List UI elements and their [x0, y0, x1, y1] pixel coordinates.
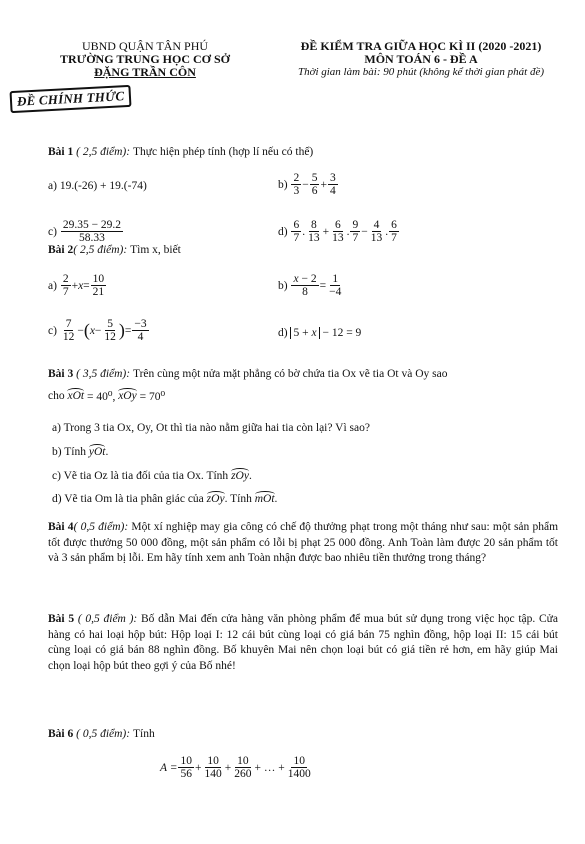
term-num: 10	[237, 755, 249, 767]
bai6-expression: A = $\frac{10}{56}$ + $\frac{10}{140}$ + $\frac{10}{260}$ + … + $\frac{10}{1400}$	[160, 755, 311, 781]
bai1-b-label: b)	[278, 178, 288, 191]
bai2-a: a) $\frac{2}{7}$ + x = $\frac{10}{21}$	[48, 273, 105, 299]
bai2-d-label: d)	[278, 327, 288, 339]
term-den: 1400	[287, 768, 311, 781]
angle-yot: yOt	[88, 446, 106, 458]
school-name: ĐẶNG TRẦN CÔN	[94, 65, 196, 79]
bai1-a-label: a)	[48, 180, 57, 192]
angle-xot-value: = 40⁰,	[86, 391, 116, 403]
bai3-d: d) Vẽ tia Om là tia phân giác của zOy . Tính mOt .	[52, 493, 278, 505]
bai3-heading	[48, 368, 560, 380]
bai1-b: b) $\frac{2}{3}$ − $\frac{5}{6}$ + $\frac{3}{4}$	[278, 172, 336, 198]
bai3-prompt: Trên cùng một nửa mặt phẳng có bờ chứa tia Ox vẽ tia Ot và Oy sao	[132, 368, 448, 380]
bai6-prompt: Tính	[132, 728, 155, 740]
angle-zoy-2: zOy	[206, 493, 225, 505]
time-note: Thời gian làm bài: 90 phút (không kể thời gian phát đề)	[297, 66, 545, 78]
district-name: UBND QUẬN TÂN PHÚ	[81, 39, 209, 53]
term-num: 10	[207, 755, 219, 767]
bai1-a-expr: 19.(-26) + 19.(-74)	[59, 180, 147, 192]
exam-header	[262, 40, 580, 79]
exam-title: ĐỀ KIỂM TRA GIỮA HỌC KÌ II (2020 -2021)	[300, 39, 542, 53]
bai3-given	[48, 389, 165, 403]
subject-title: MÔN TOÁN 6 - ĐỀ A	[364, 52, 478, 66]
bai3-d-prefix: d) Vẽ tia Om là tia phân giác của	[52, 493, 204, 505]
bai1-a	[48, 180, 147, 192]
bai1-heading	[48, 146, 313, 158]
bai1-c	[48, 219, 124, 244]
bai6-title: Bài 6	[48, 728, 74, 740]
bai3-b-prefix: b) Tính	[52, 446, 86, 458]
bai3-d-mid: . Tính	[224, 493, 252, 505]
bai3-c: c) Vẽ tia Oz là tia đối của tia Ox. Tính zOy .	[52, 470, 252, 482]
bai1-title: Bài 1	[48, 146, 74, 158]
bai2-a-label: a)	[48, 279, 57, 292]
bai2-heading	[48, 244, 181, 256]
bai6-heading	[48, 728, 155, 740]
school-header	[30, 40, 260, 79]
bai2-c-label: c)	[48, 324, 57, 337]
bai3-b: b) Tính yOt .	[52, 446, 109, 458]
bai6-lhs: A =	[160, 761, 178, 774]
bai2-d-tail: − 12 = 9	[322, 327, 362, 339]
bai5-text: Bố dẫn Mai đến cửa hàng văn phòng phẩm để mua bút sử dụng trong việc học tập. Cửa hàng có hai loại hộp bút: Hộp loại I: 12 cái bút cùng loại có giá bán 75 nghìn đồng, hộp loại II: 15 cái bút cùng loại có giá bán 88 nghìn đồng. Bố khuyên Mai nên chọn loại bút có giá tiền rẻ hơn, em hãy giúp Mai chọn loại hộp bút theo gợi ý của Bố nhé!	[48, 613, 559, 672]
school-type: TRƯỜNG TRUNG HỌC CƠ SỞ	[59, 52, 230, 66]
bai5-title: Bài 5	[48, 613, 75, 625]
bai2-title: Bài 2	[48, 244, 74, 256]
bai6-ellipsis: + … +	[254, 761, 285, 774]
bai2-b-label: b)	[278, 279, 288, 292]
bai3-a: a) Trong 3 tia Ox, Oy, Ot thì tia nào nằm giữa hai tia còn lại? Vì sao?	[52, 422, 370, 434]
angle-xoy-value: = 70⁰	[139, 391, 166, 403]
term-den: 140	[204, 768, 222, 781]
bai2-b: b) $\frac{x - 2}{8}$ = $\frac{1}{-4}$	[278, 273, 342, 299]
term-den: 260	[234, 768, 252, 781]
bai1-points: ( 2,5 điểm):	[76, 146, 131, 158]
bai3-c-prefix: c) Vẽ tia Oz là tia đối của tia Ox. Tính	[52, 470, 229, 482]
bai2-c: c) $\frac{7}{12}$ − ( x − $\frac{5}{12}$ ) = $\frac{-3}{4}$	[48, 318, 147, 344]
bai2-points: ( 2,5 điểm):	[73, 244, 128, 256]
bai1-c-den: 58.33	[79, 232, 105, 245]
angle-xoy: xOy	[118, 390, 137, 402]
bai3-points: ( 3,5 điểm):	[76, 368, 131, 380]
term-num: 10	[180, 755, 192, 767]
bai2-prompt: Tìm x, biết	[130, 244, 181, 256]
bai4-text: Một xí nghiệp may gia công có chế độ thưởng phạt trong một tháng như sau: một sản phẩm tốt được thưởng 50 000 đồng, một sản phẩm có lỗi bị phạt 25 000 đồng. Anh Toàn làm được 20 sản phẩm tốt và 3 sản phẩm bị lỗi. Em hãy tính xem anh Toàn nhận được bao nhiêu tiền thưởng trong tháng?	[48, 521, 559, 564]
bai1-c-label: c)	[48, 225, 57, 238]
bai1-d: d) $\frac{6}{7}$ . $\frac{8}{13}$ + $\frac{6}{13}$ . $\frac{9}{7}$ − $\frac{4}{13}$ . $\frac{6}{7}$	[278, 219, 397, 245]
angle-xot: xOt	[67, 390, 85, 402]
term-den: 56	[180, 768, 192, 781]
bai1-d-label: d)	[278, 225, 288, 238]
bai5-points: ( 0,5 điểm ):	[77, 613, 138, 625]
bai3-given-prefix: cho	[48, 390, 65, 402]
bai4-points: ( 0,5 điểm):	[73, 521, 129, 533]
bai3-title: Bài 3	[48, 368, 74, 380]
bai2-d: d) 5 + x − 12 = 9	[278, 327, 362, 339]
angle-mot: mOt	[254, 493, 275, 505]
angle-zoy: zOy	[231, 470, 249, 482]
bai1-prompt: Thực hiện phép tính (hợp lí nếu có thể)	[132, 146, 314, 158]
bai6-points: ( 0,5 điểm):	[76, 728, 131, 740]
term-num: 10	[293, 755, 305, 767]
official-exam-stamp: ĐỀ CHÍNH THỨC	[10, 85, 132, 113]
bai4-title: Bài 4	[48, 521, 74, 533]
bai5-paragraph	[48, 612, 558, 674]
bai4-paragraph	[48, 520, 558, 567]
bai1-c-num: 29.35 − 29.2	[62, 219, 122, 231]
